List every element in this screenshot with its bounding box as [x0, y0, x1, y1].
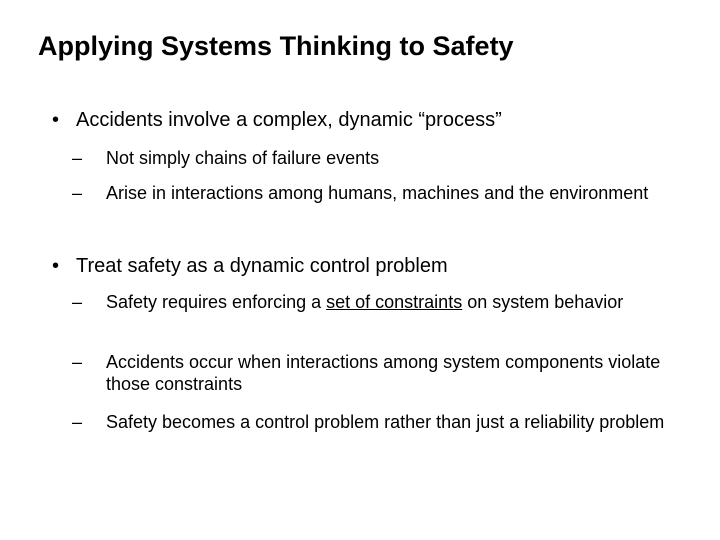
sub-bullet-row: [72, 147, 672, 169]
sub-bullet-row: [72, 291, 672, 313]
sub-bullet-text: Accidents occur when interactions among system components violate those constraints: [106, 352, 661, 394]
sub-bullet-not-chains: [52, 147, 672, 169]
sub-bullet-marker: –: [72, 183, 83, 203]
bullet-text: Accidents involve a complex, dynamic “process”: [76, 109, 502, 131]
sub-bullet-marker: –: [72, 292, 83, 312]
sub-bullet-row: [72, 182, 672, 204]
sub-bullet-text-before: Safety requires enforcing a: [106, 292, 327, 312]
bullet-row: [52, 108, 672, 132]
sub-bullet-text-after: on system behavior: [462, 292, 624, 312]
sub-bullet-row: [72, 351, 672, 395]
sub-bullet-text: Arise in interactions among humans, machines and the environment: [106, 183, 649, 203]
slide-title: Applying Systems Thinking to Safety: [38, 31, 514, 61]
sub-bullet-constraints: [52, 291, 672, 313]
bullet-text: Treat safety as a dynamic control problem: [76, 255, 448, 277]
sub-bullet-text: [106, 291, 666, 313]
sub-bullet-row: [72, 411, 672, 433]
bullet-safety-control: [52, 254, 672, 278]
sub-bullet-interactions: [52, 182, 672, 204]
sub-bullet-accidents-occur: [52, 351, 672, 395]
bullet-marker: •: [52, 255, 60, 277]
underlined-phrase: set of constraints: [326, 292, 463, 312]
bullet-row: [52, 254, 672, 278]
sub-bullet-control-problem: [52, 411, 672, 433]
bullet-accidents-process: [52, 108, 672, 132]
bullet-marker: •: [52, 109, 60, 131]
sub-bullet-text: Safety becomes a control problem rather than just a reliability problem: [106, 412, 665, 432]
sub-bullet-marker: –: [72, 352, 83, 372]
sub-bullet-marker: –: [72, 148, 83, 168]
sub-bullet-text: Not simply chains of failure events: [106, 148, 380, 168]
sub-bullet-marker: –: [72, 412, 83, 432]
